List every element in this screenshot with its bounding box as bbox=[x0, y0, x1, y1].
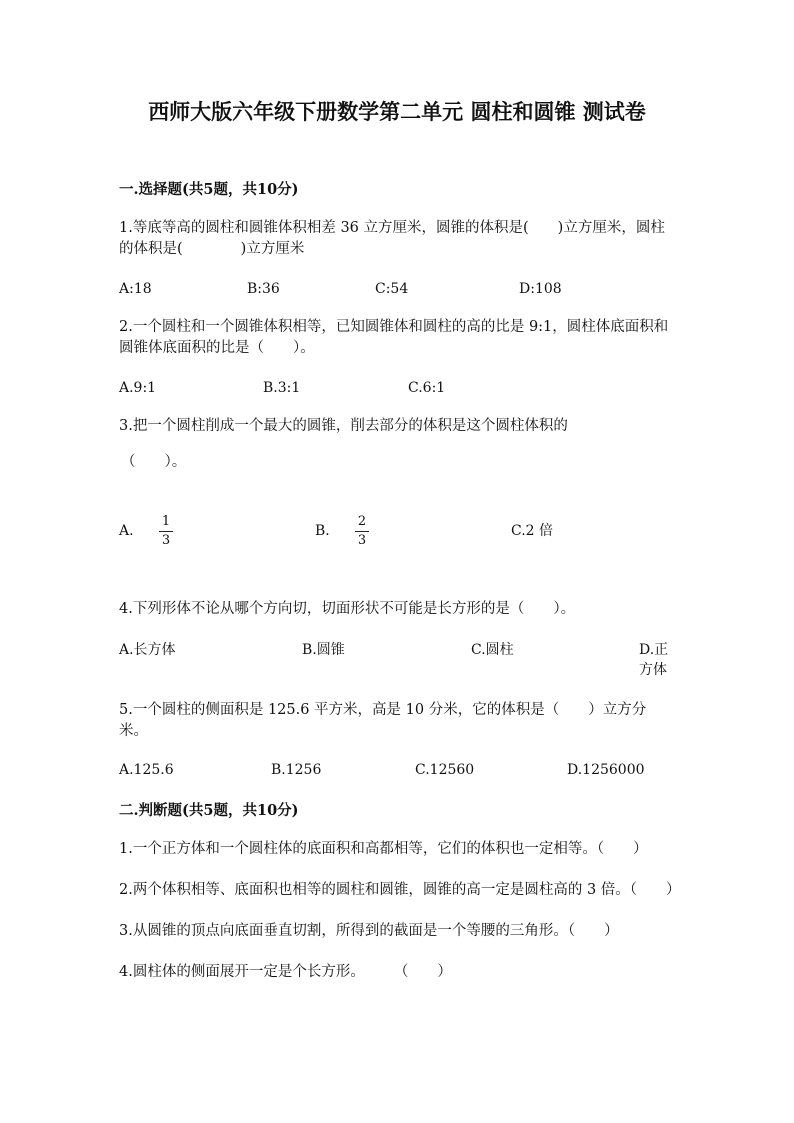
question-3: 3.把一个圆柱削成一个最大的圆锥，削去部分的体积是这个圆柱体积的 bbox=[119, 418, 568, 434]
judgment-item-4: 4.圆柱体的侧面展开一定是个长方形。 （ ） bbox=[119, 964, 452, 980]
q5-option-a: A.125.6 bbox=[119, 762, 174, 778]
q4-option-c: C.圆柱 bbox=[471, 642, 514, 658]
section-heading-judgment: 二.判断题(共5题，共10分) bbox=[119, 802, 299, 819]
q2-option-c: C.6:1 bbox=[408, 380, 446, 396]
question-5: 5.一个圆柱的侧面积是 125.6 平方米，高是 10 分米，它的体积是（ ）立方分米。 bbox=[119, 702, 647, 739]
fraction-numerator: 1 bbox=[161, 514, 171, 529]
q4-option-b: B.圆锥 bbox=[302, 642, 345, 658]
question-2: 2.一个圆柱和一个圆锥体积相等，已知圆锥体和圆柱的高的比是 9:1，圆柱体底面积和圆锥体底面积的比是（ ）。 bbox=[119, 319, 669, 356]
q3-option-b-label: B. bbox=[315, 523, 330, 539]
q2-option-a: A.9:1 bbox=[119, 380, 157, 396]
q5-option-d: D.1256000 bbox=[567, 762, 645, 778]
fraction-bar bbox=[355, 531, 369, 532]
q1-option-c: C:54 bbox=[375, 281, 409, 297]
judgment-item-1: 1.一个正方体和一个圆柱体的底面积和高都相等，它们的体积也一定相等。（ ） bbox=[119, 841, 648, 857]
judgment-item-3: 3.从圆锥的顶点向底面垂直切割，所得到的截面是一个等腰的三角形。（ ） bbox=[119, 923, 619, 939]
page-title: 西师大版六年级下册数学第二单元 圆柱和圆锥 测试卷 bbox=[148, 99, 646, 124]
fraction-denominator: 3 bbox=[357, 533, 367, 548]
question-4: 4.下列形体不论从哪个方向切，切面形状不可能是长方形的是（ ）。 bbox=[119, 601, 576, 617]
fraction-denominator: 3 bbox=[161, 533, 171, 548]
question-1: 1.等底等高的圆柱和圆锥体积相差 36 立方厘米，圆锥的体积是( )立方厘米，圆柱的体积是( )立方厘米 bbox=[119, 220, 665, 257]
q3-option-c: C.2 倍 bbox=[511, 523, 554, 539]
q1-option-d: D:108 bbox=[519, 281, 562, 297]
judgment-item-2: 2.两个体积相等、底面积也相等的圆柱和圆锥，圆锥的高一定是圆柱高的 3 倍。（ ） bbox=[119, 882, 681, 898]
q1-option-a: A:18 bbox=[119, 281, 152, 297]
fraction-bar bbox=[159, 531, 173, 532]
fraction-numerator: 2 bbox=[357, 514, 367, 529]
q3-option-a-fraction bbox=[159, 514, 173, 549]
question-3-blank: （ ）。 bbox=[121, 454, 187, 470]
q4-option-d: D.正方体 bbox=[639, 642, 669, 678]
q5-option-c: C.12560 bbox=[415, 762, 475, 778]
q5-option-b: B.1256 bbox=[271, 762, 322, 778]
section-heading-choice: 一.选择题(共5题，共10分) bbox=[119, 181, 299, 198]
q1-option-b: B:36 bbox=[247, 281, 280, 297]
q3-option-a-label: A. bbox=[119, 523, 134, 539]
q4-option-a: A.长方体 bbox=[119, 642, 176, 658]
q2-option-b: B.3:1 bbox=[263, 380, 301, 396]
q3-option-b-fraction bbox=[355, 514, 369, 549]
